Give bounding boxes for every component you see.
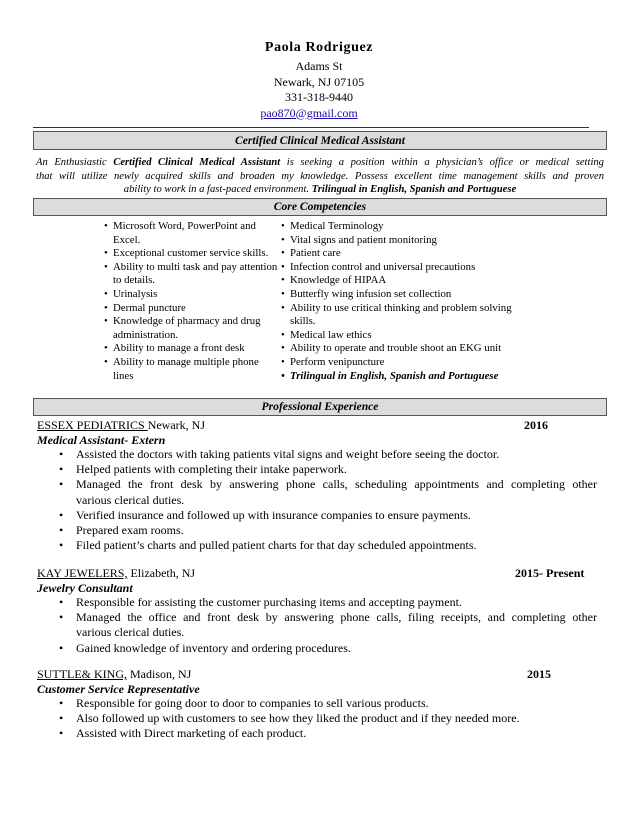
summary-line-1: An Enthusiastic Certified Clinical Medical Assistant is seeking a position within a physician’s office or medical setting: [36, 157, 604, 168]
list-item: • Vital signs and patient monitoring: [281, 234, 537, 248]
list-item: • Verified insurance and followed up with insurance companies to ensure payments.: [37, 508, 597, 523]
job-location: Madison, NJ: [127, 667, 192, 681]
list-item: • Managed the office and front desk by answering phone calls, filing receipts, and completing other: [37, 610, 597, 625]
list-item: • Helped patients with completing their intake paperwork.: [37, 462, 597, 477]
job-header: [37, 667, 597, 682]
job-entry: [37, 667, 597, 742]
list-item: • Perform venipuncture: [281, 356, 537, 370]
email-link[interactable]: pao870@gmail.com: [260, 105, 358, 120]
list-item-continuation: various clerical duties.: [76, 492, 185, 507]
resume-name: Paola Rodriguez: [264, 40, 374, 55]
summary-line-3: ability to work in a fast-paced environment. Trilingual in English, Spanish and Portuguese: [123, 184, 517, 195]
list-item: • Knowledge of pharmacy and drug administration.: [104, 315, 278, 342]
summary-language-emphasis: Trilingual in English, Spanish and Portuguese: [311, 184, 517, 195]
job-duties: [37, 447, 597, 553]
job-role: Customer Service Representative: [37, 682, 200, 696]
list-item: • Ability to use critical thinking and problem solving skills.: [281, 302, 537, 329]
list-item: • Urinalysis: [104, 288, 278, 302]
list-item: • Gained knowledge of inventory and ordering procedures.: [37, 641, 597, 656]
job-header: [37, 418, 597, 433]
list-item: • Infection control and universal precautions: [281, 261, 537, 275]
section-header-experience: Professional Experience: [33, 398, 607, 416]
divider: [33, 127, 589, 128]
list-item: • Medical law ethics: [281, 329, 537, 343]
job-role: Jewelry Consultant: [37, 581, 133, 595]
list-item-continuation: various clerical duties.: [76, 625, 185, 640]
phone-number: 331-318-9440: [285, 90, 353, 104]
section-header-objective: Certified Clinical Medical Assistant: [33, 131, 607, 150]
list-item: • Also followed up with customers to see how they liked the product and if they needed more.: [37, 711, 597, 726]
employer-name: KAY JEWELERS,: [37, 566, 128, 580]
employer-name: SUTTLE& KING,: [37, 667, 127, 681]
job-year: 2015- Present: [515, 566, 585, 580]
list-item: • Patient care: [281, 247, 537, 261]
list-item: • Butterfly wing infusion set collection: [281, 288, 537, 302]
list-item: • Medical Terminology: [281, 220, 537, 234]
list-item: • Assisted with Direct marketing of each product.: [37, 726, 597, 741]
list-item: • Responsible for going door to door to companies to sell various products.: [37, 696, 597, 711]
job-location: Newark, NJ: [147, 418, 206, 432]
list-item: • Ability to multi task and pay attention to details.: [104, 261, 278, 288]
job-role: Medical Assistant- Extern: [37, 433, 166, 447]
job-location: Elizabeth, NJ: [127, 566, 196, 580]
list-item: • Microsoft Word, PowerPoint and Excel.: [104, 220, 278, 247]
address-street: Adams St: [295, 59, 343, 73]
list-item: • Responsible for assisting the customer purchasing items and accepting payment.: [37, 595, 597, 610]
section-header-competencies: Core Competencies: [33, 198, 607, 216]
employer-name: ESSEX PEDIATRICS: [37, 418, 148, 432]
list-item: • Ability to manage multiple phone lines: [104, 356, 278, 383]
list-item: • Dermal puncture: [104, 302, 278, 316]
competencies-right-list: [281, 220, 537, 383]
list-item: • Exceptional customer service skills.: [104, 247, 278, 261]
list-item: • Ability to manage a front desk: [104, 342, 278, 356]
job-year: 2015: [527, 667, 551, 681]
summary-paragraph: [36, 156, 604, 197]
job-entry: [37, 566, 597, 656]
list-item: • Ability to operate and trouble shoot an EKG unit: [281, 342, 537, 356]
list-item: • Prepared exam rooms.: [37, 523, 597, 538]
job-entry: [37, 418, 597, 553]
competencies-left-list: [104, 220, 278, 383]
address-city: Newark, NJ 07105: [273, 74, 365, 89]
list-item: • Assisted the doctors with taking patients vital signs and weight before seeing the doctor.: [37, 447, 597, 462]
summary-line-2: that will utilize newly acquired skills and broaden my knowledge. Possess excellent time management skills and proven: [36, 170, 604, 182]
job-year: 2016: [524, 418, 548, 432]
list-item: • Knowledge of HIPAA: [281, 274, 537, 288]
job-duties: [37, 696, 597, 742]
list-item: • Filed patient’s charts and pulled patient charts for that day scheduled appointments.: [37, 538, 597, 553]
list-item: • Managed the front desk by answering phone calls, scheduling appointments and completing other: [37, 477, 597, 492]
summary-title-emphasis: Certified Clinical Medical Assistant: [113, 157, 281, 168]
job-duties: [37, 595, 597, 656]
job-header: [37, 566, 597, 581]
list-item: • Trilingual in English, Spanish and Portuguese: [281, 370, 537, 384]
